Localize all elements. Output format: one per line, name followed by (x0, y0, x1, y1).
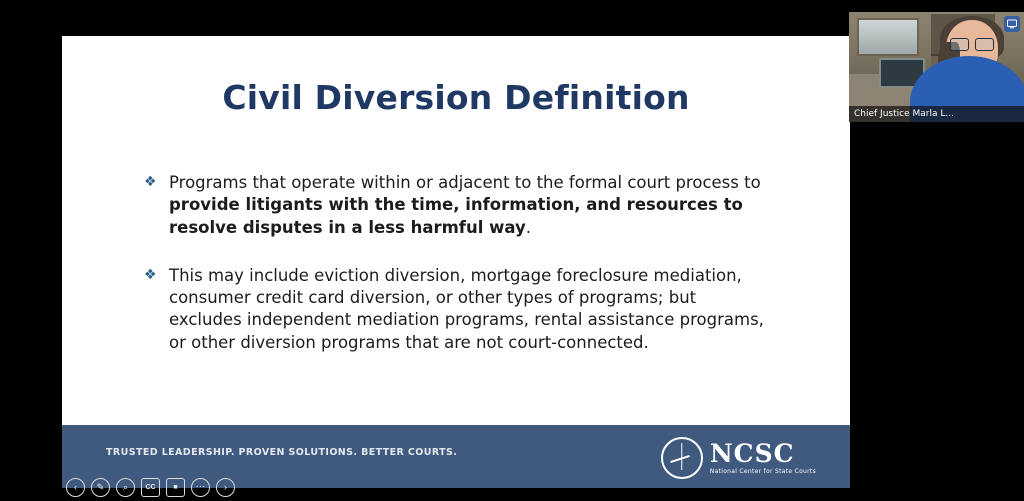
participant-name-label: Chief Justice Marla L... (849, 106, 1024, 122)
screen-share-icon (1004, 16, 1020, 32)
pencil-icon: ✎ (96, 481, 105, 492)
cc-icon: CC (145, 483, 156, 491)
closed-captions-button[interactable] (141, 478, 160, 497)
previous-slide-button[interactable] (66, 478, 85, 497)
slide-title: Civil Diversion Definition (222, 78, 690, 117)
zoom-button[interactable] (116, 478, 135, 497)
more-options-button[interactable] (191, 478, 210, 497)
annotation-toolbar[interactable] (62, 475, 239, 499)
logo-name: NCSC (709, 439, 795, 468)
slide-bullet-list (144, 172, 774, 380)
camera-icon: ■ (173, 483, 178, 491)
logo-subtitle: National Center for State Courts (709, 468, 816, 475)
globe-icon (661, 437, 703, 479)
ellipsis-icon: ··· (195, 481, 206, 492)
bullet-text-bold: provide litigants with the time, information, and resources to resolve disputes in a less harmful way (169, 195, 743, 237)
next-slide-button[interactable] (216, 478, 235, 497)
chevron-left-icon: ‹ (74, 481, 77, 492)
video-button[interactable] (166, 478, 185, 497)
ncsc-logo (661, 437, 816, 479)
list-item (144, 172, 774, 239)
shared-slide (62, 36, 850, 488)
list-item (144, 265, 774, 354)
annotate-pen-button[interactable] (91, 478, 110, 497)
participant-video-tile[interactable] (849, 12, 1024, 122)
bullet-text-lead: This may include eviction diversion, mortgage foreclosure mediation, consumer credit card diversion, or other types of programs; but excludes independent mediation programs, rental assistance programs, or other diversion programs that are not court-connected. (169, 265, 764, 352)
bullet-text-tail: . (525, 217, 531, 237)
bullet-text-lead: Programs that operate within or adjacent to the formal court process to (169, 173, 761, 192)
bullet-marker-icon: ❖ (144, 174, 157, 190)
footer-tagline: TRUSTED LEADERSHIP. PROVEN SOLUTIONS. BETTER COURTS. (106, 447, 458, 458)
person-glasses (950, 38, 994, 50)
room-window (857, 18, 919, 56)
magnifier-icon: ⌕ (122, 481, 129, 492)
bullet-marker-icon: ❖ (144, 266, 157, 283)
chevron-right-icon: › (224, 481, 227, 492)
